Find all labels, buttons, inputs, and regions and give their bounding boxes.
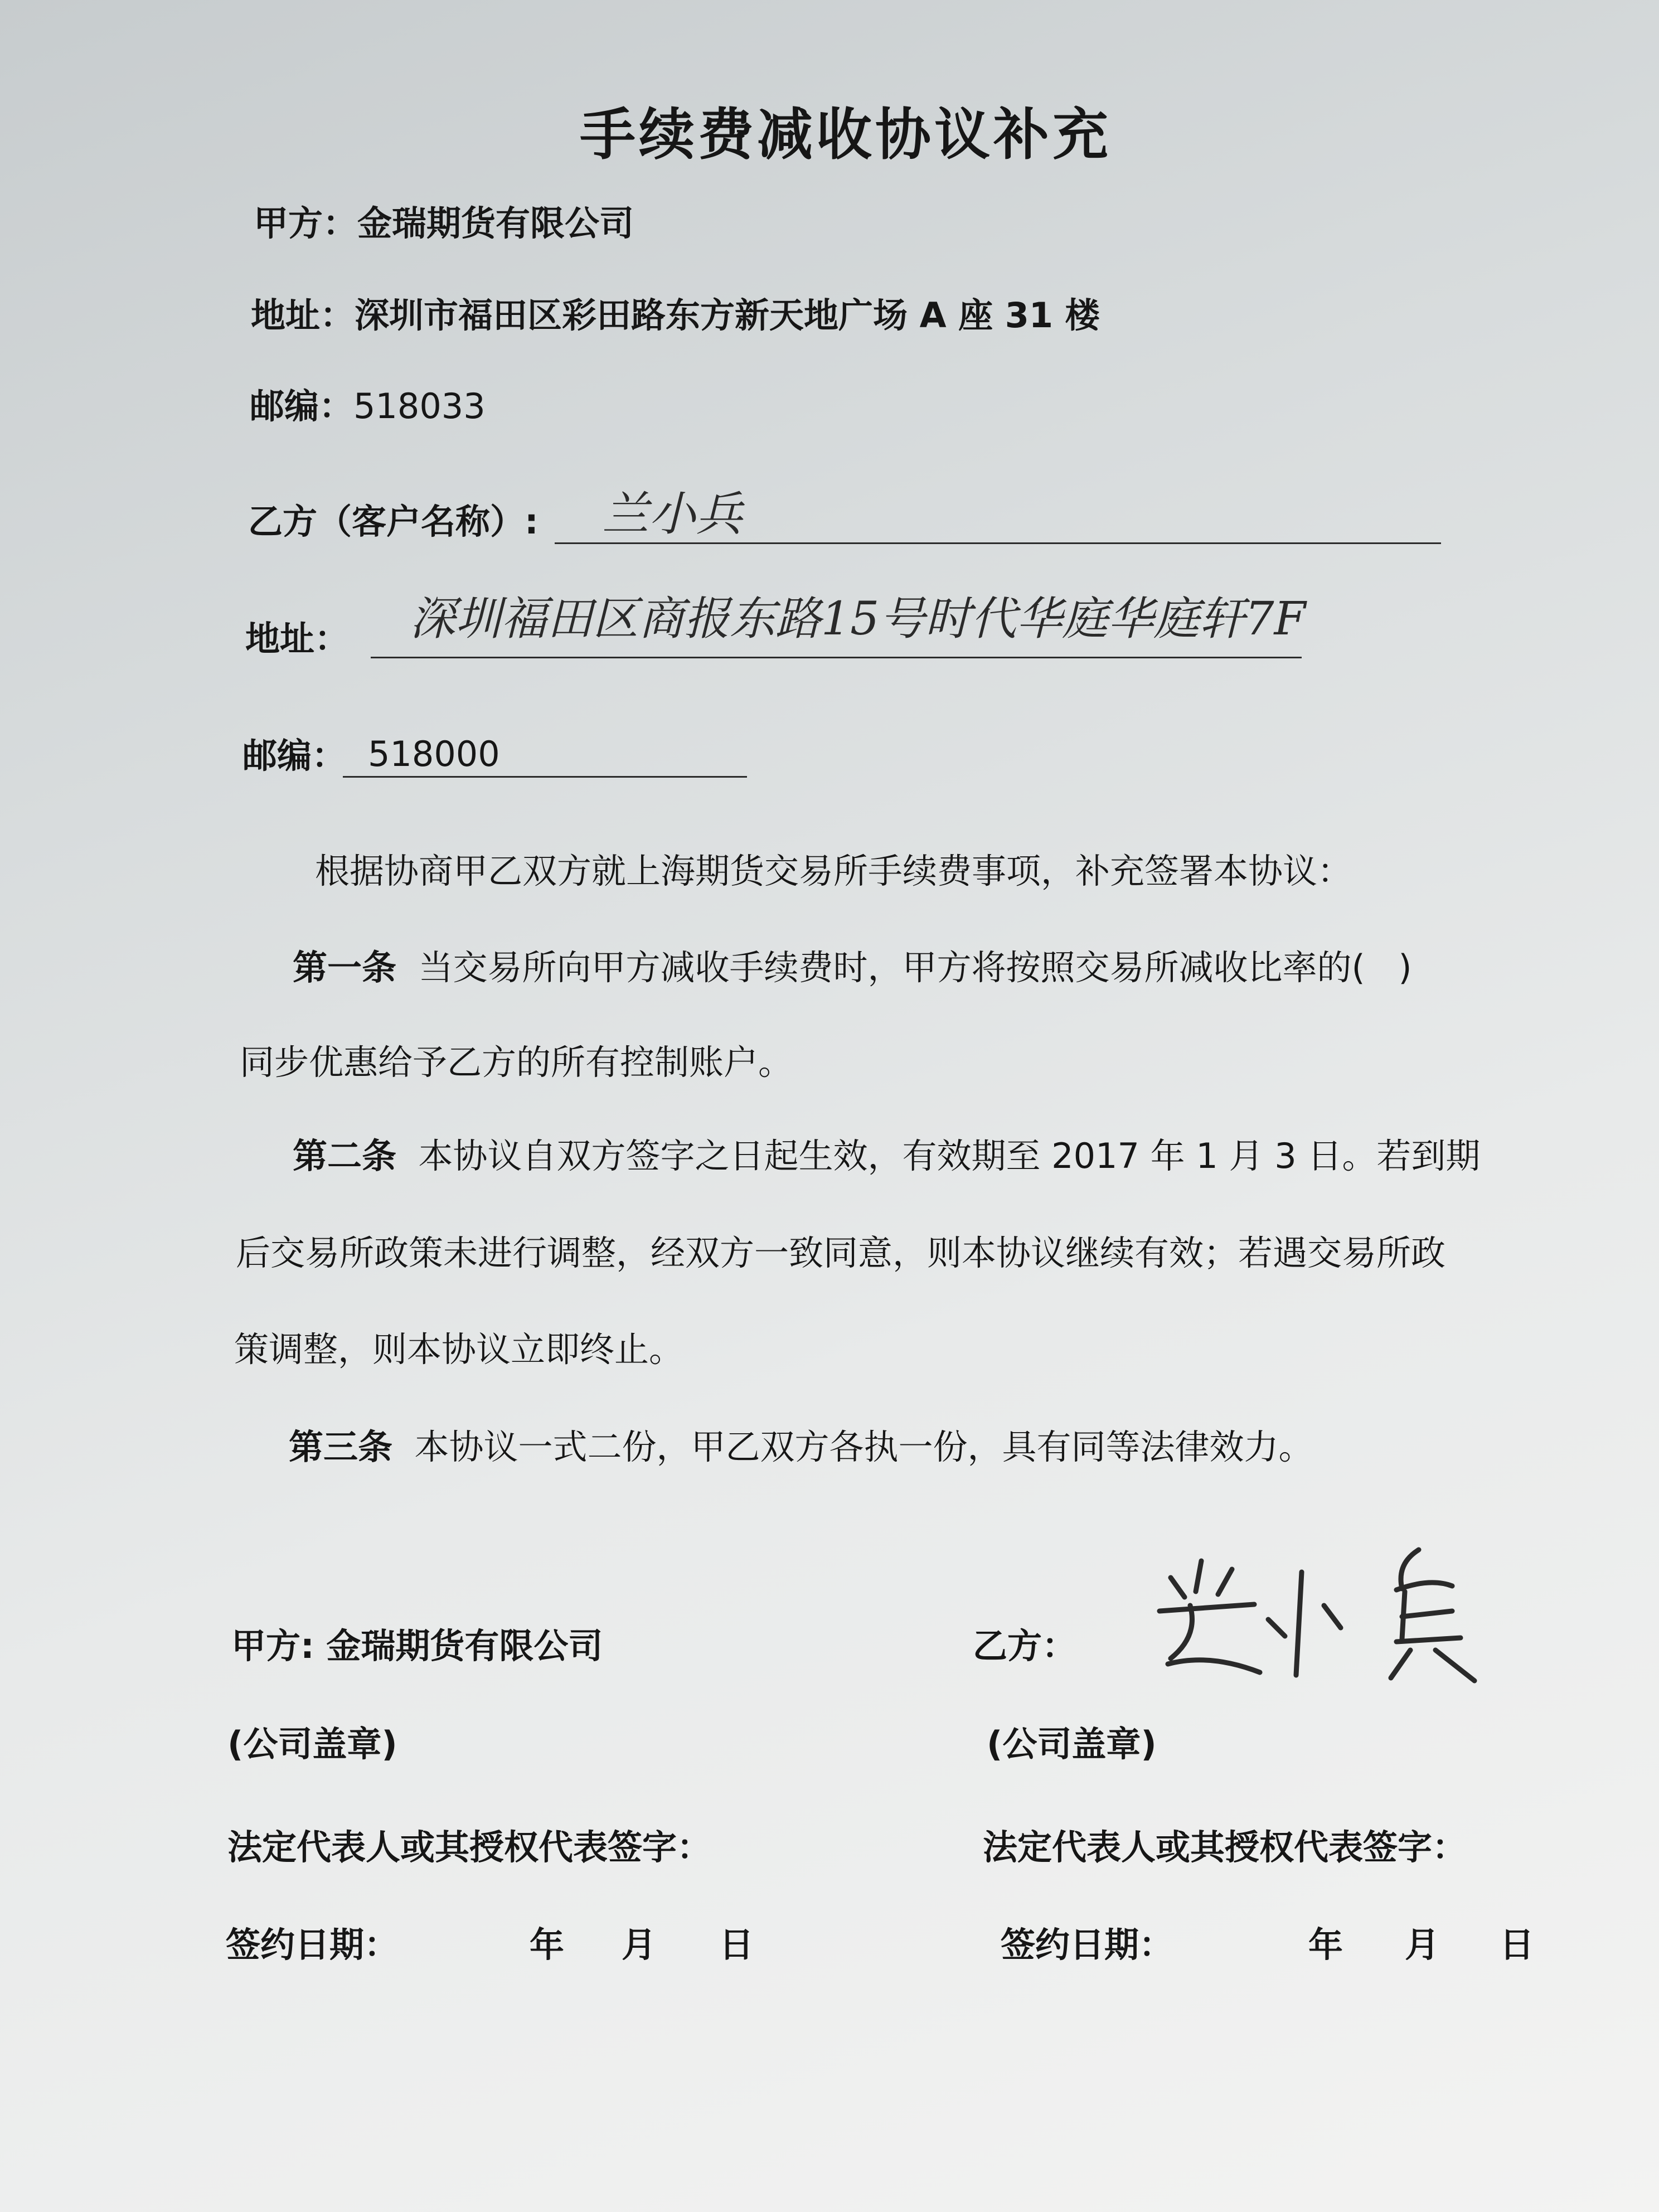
- sig-right-party: 乙方：: [973, 1626, 1077, 1666]
- clause-1-line-1: [293, 947, 1412, 988]
- sig-right-rep: 法定代表人或其授权代表签字：: [983, 1827, 1467, 1867]
- sig-left-day: 日: [719, 1924, 754, 1965]
- party-a-address-label: 地址：: [251, 295, 355, 336]
- party-b-address-handwritten: 深圳福田区商报东路15号时代华庭华庭轩7F: [410, 593, 1306, 646]
- party-b-name-underline: [555, 542, 1441, 544]
- party-b-postcode-label: 邮编：: [242, 735, 347, 776]
- intro-paragraph: 根据协商甲乙双方就上海期货交易所手续费事项，补充签署本协议：: [315, 851, 1352, 891]
- sig-left-year: 年: [530, 1924, 565, 1965]
- sig-left-seal: (公司盖章): [227, 1724, 397, 1764]
- sig-right-date-label: 签约日期：: [1001, 1924, 1174, 1965]
- clause-3-line-1: [289, 1427, 1313, 1467]
- party-b-address-underline: [371, 657, 1302, 658]
- sig-left-rep: 法定代表人或其授权代表签字：: [227, 1827, 712, 1867]
- party-b-signature: [1148, 1539, 1494, 1695]
- clause-1-paren-close: ): [1398, 947, 1412, 988]
- party-a-postcode-label: 邮编：: [250, 386, 354, 426]
- party-b-address-label: 地址：: [245, 618, 350, 659]
- clause-2-heading: 第二条: [293, 1136, 397, 1176]
- sig-left-date-label: 签约日期：: [226, 1924, 399, 1965]
- party-a-name: 金瑞期货有限公司: [357, 203, 634, 244]
- party-a-line: [254, 203, 634, 244]
- party-a-postcode-line: [250, 386, 486, 426]
- party-a-address-line: [251, 295, 1100, 336]
- party-b-name-handwritten: 兰小兵: [602, 487, 743, 541]
- party-a-address: 深圳市福田区彩田路东方新天地广场 A 座 31 楼: [355, 295, 1100, 336]
- sig-left-party: 甲方: 金瑞期货有限公司: [231, 1626, 603, 1666]
- sig-right-day: 日: [1500, 1924, 1535, 1965]
- clause-3-text: 本协议一式二份，甲乙双方各执一份，具有同等法律效力。: [414, 1427, 1313, 1467]
- party-a-postcode: 518033: [353, 386, 486, 426]
- clause-2-text: 本协议自双方签字之日起生效，有效期至 2017 年 1 月 3 日。若到期: [418, 1136, 1481, 1176]
- sig-right-month: 月: [1405, 1924, 1440, 1965]
- clause-1-text: 当交易所向甲方减收手续费时，甲方将按照交易所减收比率的(: [418, 947, 1365, 988]
- clause-3-heading: 第三条: [289, 1427, 393, 1467]
- clause-2-line-2: 后交易所政策未进行调整，经双方一致同意，则本协议继续有效；若遇交易所政: [236, 1233, 1446, 1273]
- clause-2-line-3: 策调整，则本协议立即终止。: [234, 1329, 684, 1370]
- party-b-postcode: 518000: [368, 734, 500, 774]
- sig-right-year: 年: [1308, 1924, 1343, 1965]
- clause-1-heading: 第一条: [293, 947, 397, 988]
- party-a-label: 甲方：: [254, 203, 358, 244]
- clause-1-line-2: 同步优惠给予乙方的所有控制账户。: [240, 1042, 793, 1083]
- sig-left-month: 月: [622, 1924, 657, 1965]
- sig-right-seal: (公司盖章): [987, 1724, 1157, 1764]
- party-b-postcode-underline: [343, 776, 747, 778]
- document-title: 手续费减收协议补充: [580, 102, 1112, 167]
- clause-2-line-1: [293, 1136, 1481, 1176]
- party-b-label: 乙方（客户名称）:: [248, 501, 539, 542]
